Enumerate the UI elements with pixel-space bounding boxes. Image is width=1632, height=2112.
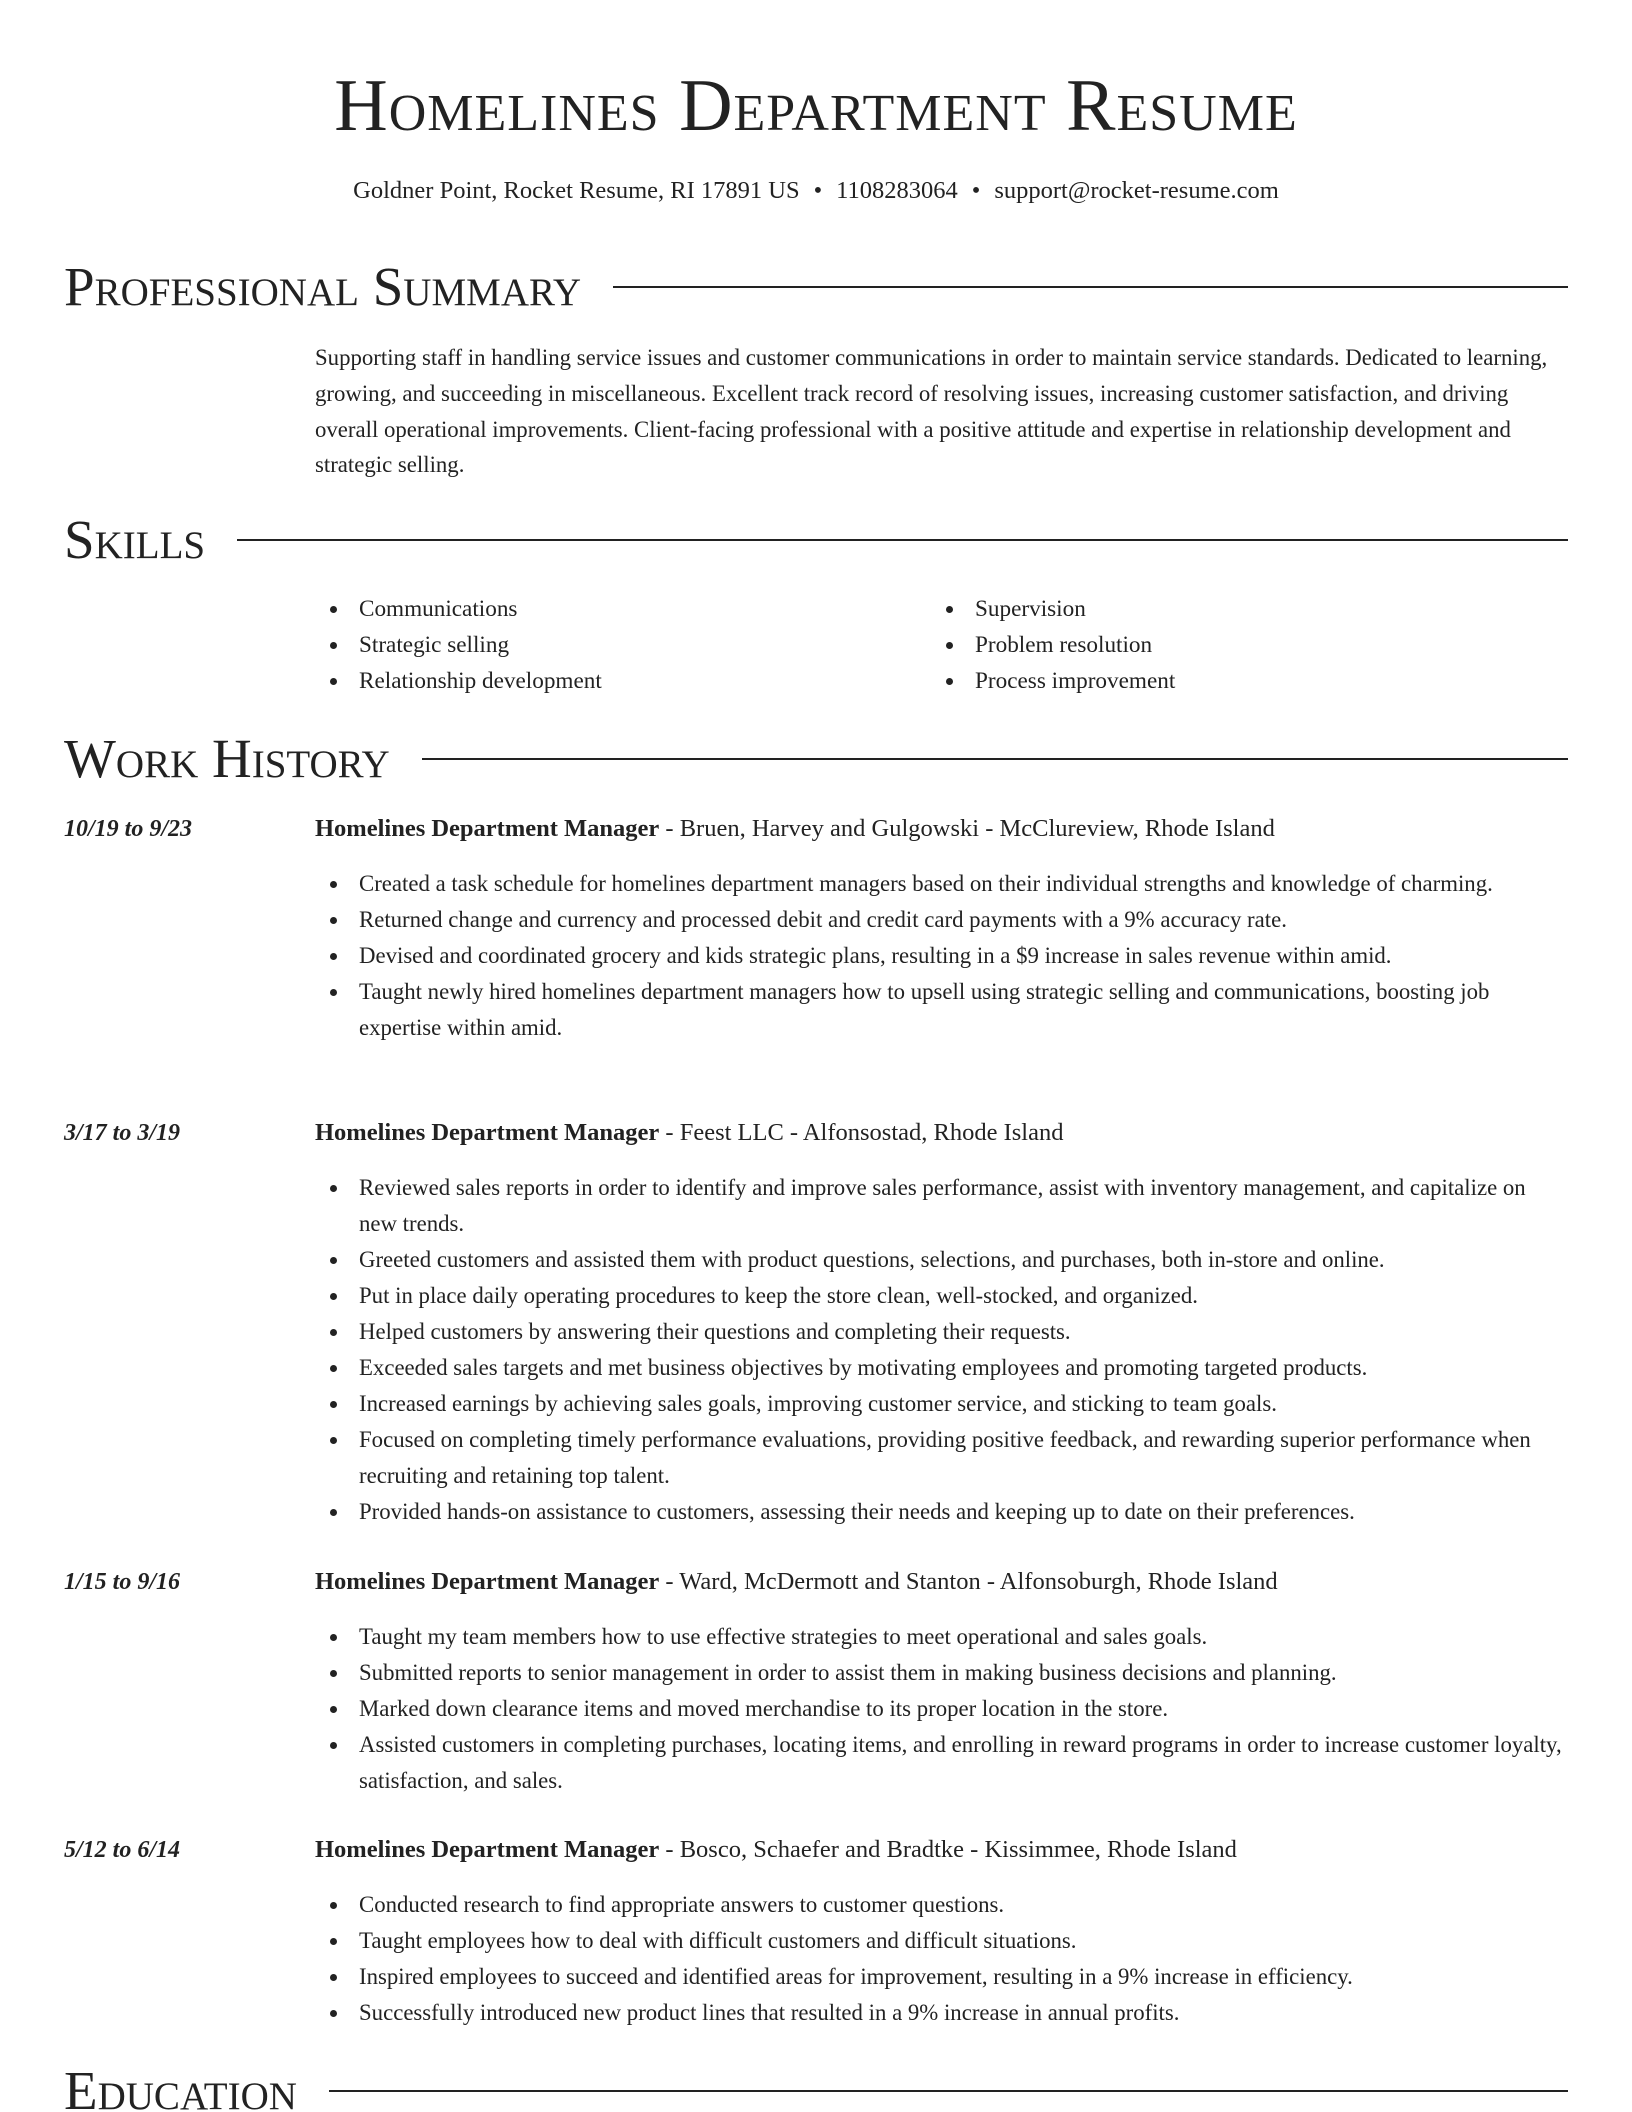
job-title: Homelines Department Manager [315,1119,660,1146]
job-dates: 10/19 to 9/23 [64,816,193,842]
section-divider [329,2090,1568,2092]
job-bullet: Assisted customers in completing purchases, locating items, and enrolling in reward programs in order to increase customer loyalty, satisfaction, and sales. [315,1727,1568,1799]
contact-line [0,176,1632,206]
skills-list-left [315,591,602,699]
job-bullet: Created a task schedule for homelines department managers based on their individual strengths and knowledge of charming. [315,866,1568,902]
section-title-education: Education [64,2060,297,2112]
summary-text: Supporting staff in handling service issues and customer communications in order to maintain service standards. Dedicated to learning, growing, and succeeding in miscellaneous. Excellent track record of resolving issues, increasing customer satisfaction, and driving overall operational improvements. Client-facing professional with a positive attitude and expertise in relationship development and strategic selling. [315,345,1548,478]
contact-separator: • [813,177,823,204]
job-bullet: Marked down clearance items and moved merchandise to its proper location in the store. [315,1691,1568,1727]
job-bullet: Put in place daily operating procedures to keep the store clean, well-stocked, and organized. [315,1278,1568,1314]
job-dates: 1/15 to 9/16 [64,1569,181,1595]
job-heading [315,1835,1568,1865]
section-divider [237,539,1568,541]
job-bullet: Exceeded sales targets and met business objectives by motivating employees and promoting targeted products. [315,1350,1568,1386]
section-title-skills: Skills [64,509,206,570]
job-bullet: Conducted research to find appropriate answers to customer questions. [315,1887,1568,1923]
contact-email: support@rocket-resume.com [994,177,1279,204]
job-bullet: Returned change and currency and processed debit and credit card payments with a 9% accuracy rate. [315,902,1568,938]
job-bullet: Devised and coordinated grocery and kids strategic plans, resulting in a $9 increase in sales revenue within amid. [315,938,1568,974]
skill-item: Problem resolution [931,627,1175,663]
section-header-work-history [64,728,1568,790]
job-employer: - Feest LLC - Alfonsostad, Rhode Island [659,1119,1064,1146]
job-bullet: Inspired employees to succeed and identified areas for improvement, resulting in a 9% increase in efficiency. [315,1959,1568,1995]
section-title-summary: Professional Summary [64,256,582,317]
job-employer: - Bruen, Harvey and Gulgowski - McClureview, Rhode Island [659,815,1275,842]
section-header-skills [64,509,1568,571]
job-bullets [315,866,1568,1046]
job-title: Homelines Department Manager [315,1568,660,1595]
job-bullet: Taught newly hired homelines department managers how to upsell using strategic selling and communications, boosting job expertise within amid. [315,974,1568,1046]
skill-item: Supervision [931,591,1175,627]
section-divider [613,286,1568,288]
job-dates: 5/12 to 6/14 [64,1837,181,1863]
job-bullet: Provided hands-on assistance to customers, assessing their needs and keeping up to date on their preferences. [315,1494,1568,1530]
skill-item: Strategic selling [315,627,602,663]
job-employer: - Ward, McDermott and Stanton - Alfonsoburgh, Rhode Island [659,1568,1278,1595]
job-bullets [315,1170,1568,1530]
job-bullet: Taught employees how to deal with difficult customers and difficult situations. [315,1923,1568,1959]
job-dates: 3/17 to 3/19 [64,1120,181,1146]
job-bullet: Successfully introduced new product lines that resulted in a 9% increase in annual profits. [315,1995,1568,2031]
job-heading [315,814,1568,844]
section-divider [422,758,1568,760]
job-heading [315,1118,1568,1148]
job-heading [315,1567,1568,1597]
section-header-summary [64,256,1568,318]
section-header-education [64,2060,1568,2112]
job-title: Homelines Department Manager [315,815,660,842]
job-title: Homelines Department Manager [315,1836,660,1863]
job-bullets [315,1619,1568,1799]
resume-name: Homelines Department Resume [334,65,1298,147]
contact-phone: 1108283064 [836,177,958,204]
contact-separator: • [971,177,981,204]
job-bullet: Submitted reports to senior management in order to assist them in making business decisions and planning. [315,1655,1568,1691]
job-bullets [315,1887,1568,2031]
job-bullet: Reviewed sales reports in order to identify and improve sales performance, assist with inventory management, and capitalize on new trends. [315,1170,1568,1242]
skill-item: Communications [315,591,602,627]
job-bullet: Taught my team members how to use effective strategies to meet operational and sales goals. [315,1619,1568,1655]
skill-item: Process improvement [931,663,1175,699]
job-bullet: Greeted customers and assisted them with product questions, selections, and purchases, both in-store and online. [315,1242,1568,1278]
job-employer: - Bosco, Schaefer and Bradtke - Kissimmee, Rhode Island [659,1836,1237,1863]
job-bullet: Increased earnings by achieving sales goals, improving customer service, and sticking to team goals. [315,1386,1568,1422]
section-title-work-history: Work History [64,728,390,789]
skills-list-right [931,591,1175,699]
skill-item: Relationship development [315,663,602,699]
job-bullet: Helped customers by answering their questions and completing their requests. [315,1314,1568,1350]
contact-address: Goldner Point, Rocket Resume, RI 17891 US [353,177,800,204]
job-bullet: Focused on completing timely performance evaluations, providing positive feedback, and rewarding superior performance when recruiting and retaining top talent. [315,1422,1568,1494]
